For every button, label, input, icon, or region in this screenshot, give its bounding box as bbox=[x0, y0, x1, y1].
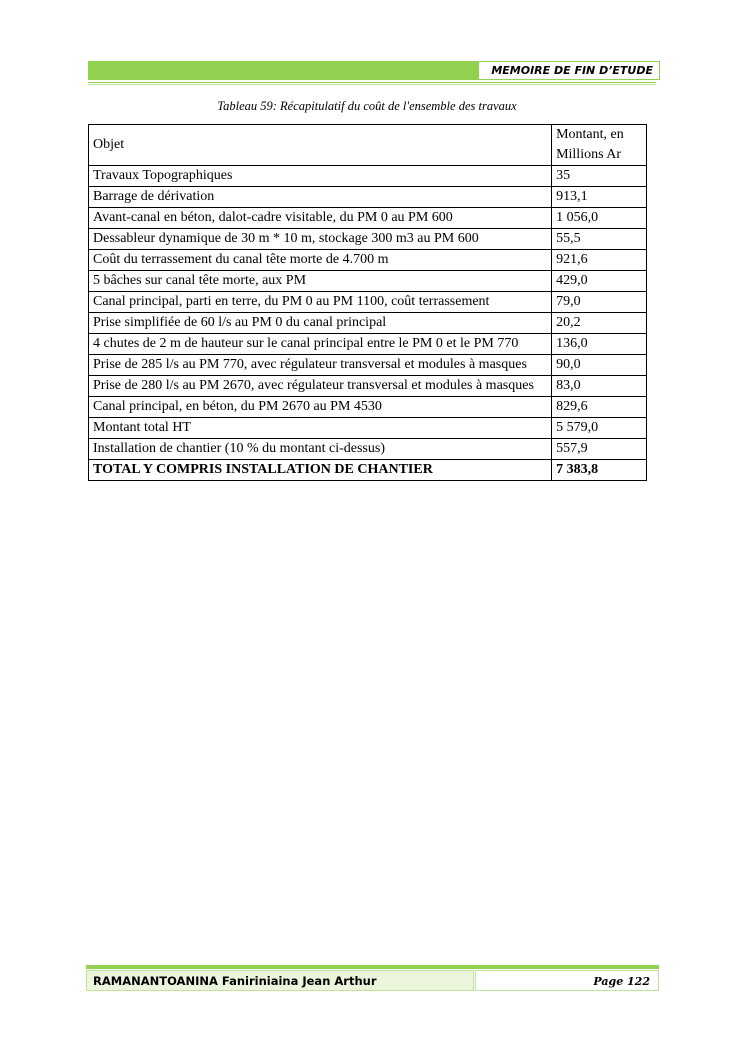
header-accent-bar bbox=[88, 61, 478, 80]
header-rule-light bbox=[88, 84, 656, 85]
table-row bbox=[89, 292, 647, 313]
row-amount: 136,0 bbox=[552, 334, 647, 355]
row-amount: 557,9 bbox=[552, 439, 647, 460]
row-amount: 20,2 bbox=[552, 313, 647, 334]
row-amount: 913,1 bbox=[552, 187, 647, 208]
row-object: Avant-canal en béton, dalot-cadre visitable, du PM 0 au PM 600 bbox=[89, 208, 552, 229]
page-footer bbox=[86, 965, 659, 993]
table-row bbox=[89, 334, 647, 355]
table-row bbox=[89, 187, 647, 208]
table-row bbox=[89, 418, 647, 439]
row-amount: 35 bbox=[552, 166, 647, 187]
table-row bbox=[89, 439, 647, 460]
table-row bbox=[89, 313, 647, 334]
header-amount-line1: Montant, en bbox=[556, 127, 624, 142]
row-object: Canal principal, parti en terre, du PM 0 au PM 1100, coût terrassement bbox=[89, 292, 552, 313]
table-row bbox=[89, 376, 647, 397]
row-amount: 55,5 bbox=[552, 229, 647, 250]
header-rule bbox=[88, 82, 656, 83]
header-amount bbox=[552, 125, 647, 166]
table-total-row bbox=[89, 460, 647, 481]
row-amount: 829,6 bbox=[552, 397, 647, 418]
header-object: Objet bbox=[89, 125, 552, 166]
table-row bbox=[89, 271, 647, 292]
page-header bbox=[88, 61, 656, 80]
table-row bbox=[89, 166, 647, 187]
table-row bbox=[89, 397, 647, 418]
total-object: TOTAL Y COMPRIS INSTALLATION DE CHANTIER bbox=[89, 460, 552, 481]
row-amount: 921,6 bbox=[552, 250, 647, 271]
row-amount: 83,0 bbox=[552, 376, 647, 397]
row-object: Montant total HT bbox=[89, 418, 552, 439]
table-row bbox=[89, 355, 647, 376]
row-object: Installation de chantier (10 % du montant ci-dessus) bbox=[89, 439, 552, 460]
row-object: Prise de 280 l/s au PM 2670, avec régulateur transversal et modules à masques bbox=[89, 376, 552, 397]
row-object: Canal principal, en béton, du PM 2670 au PM 4530 bbox=[89, 397, 552, 418]
row-object: Coût du terrassement du canal tête morte de 4.700 m bbox=[89, 250, 552, 271]
table-row bbox=[89, 229, 647, 250]
row-amount: 1 056,0 bbox=[552, 208, 647, 229]
cost-summary-table bbox=[88, 124, 647, 481]
row-amount: 429,0 bbox=[552, 271, 647, 292]
row-object: 4 chutes de 2 m de hauteur sur le canal principal entre le PM 0 et le PM 770 bbox=[89, 334, 552, 355]
row-amount: 90,0 bbox=[552, 355, 647, 376]
footer-accent-bar bbox=[86, 965, 659, 969]
table-caption: Tableau 59: Récapitulatif du coût de l'ensemble des travaux bbox=[217, 99, 517, 113]
header-title: MEMOIRE DE FIN D’ETUDE bbox=[478, 61, 660, 80]
row-object: Prise simplifiée de 60 l/s au PM 0 du canal principal bbox=[89, 313, 552, 334]
footer-author: RAMANANTOANINA Faniriniaina Jean Arthur bbox=[86, 970, 474, 991]
row-object: Travaux Topographiques bbox=[89, 166, 552, 187]
table-row bbox=[89, 208, 647, 229]
table-header-row bbox=[89, 125, 647, 166]
table-row bbox=[89, 250, 647, 271]
row-object: 5 bâches sur canal tête morte, aux PM bbox=[89, 271, 552, 292]
total-amount: 7 383,8 bbox=[552, 460, 647, 481]
header-amount-line2: Millions Ar bbox=[556, 147, 622, 162]
row-object: Barrage de dérivation bbox=[89, 187, 552, 208]
row-amount: 79,0 bbox=[552, 292, 647, 313]
row-amount: 5 579,0 bbox=[552, 418, 647, 439]
row-object: Prise de 285 l/s au PM 770, avec régulateur transversal et modules à masques bbox=[89, 355, 552, 376]
row-object: Dessableur dynamique de 30 m * 10 m, stockage 300 m3 au PM 600 bbox=[89, 229, 552, 250]
footer-page-number: Page 122 bbox=[475, 970, 659, 991]
